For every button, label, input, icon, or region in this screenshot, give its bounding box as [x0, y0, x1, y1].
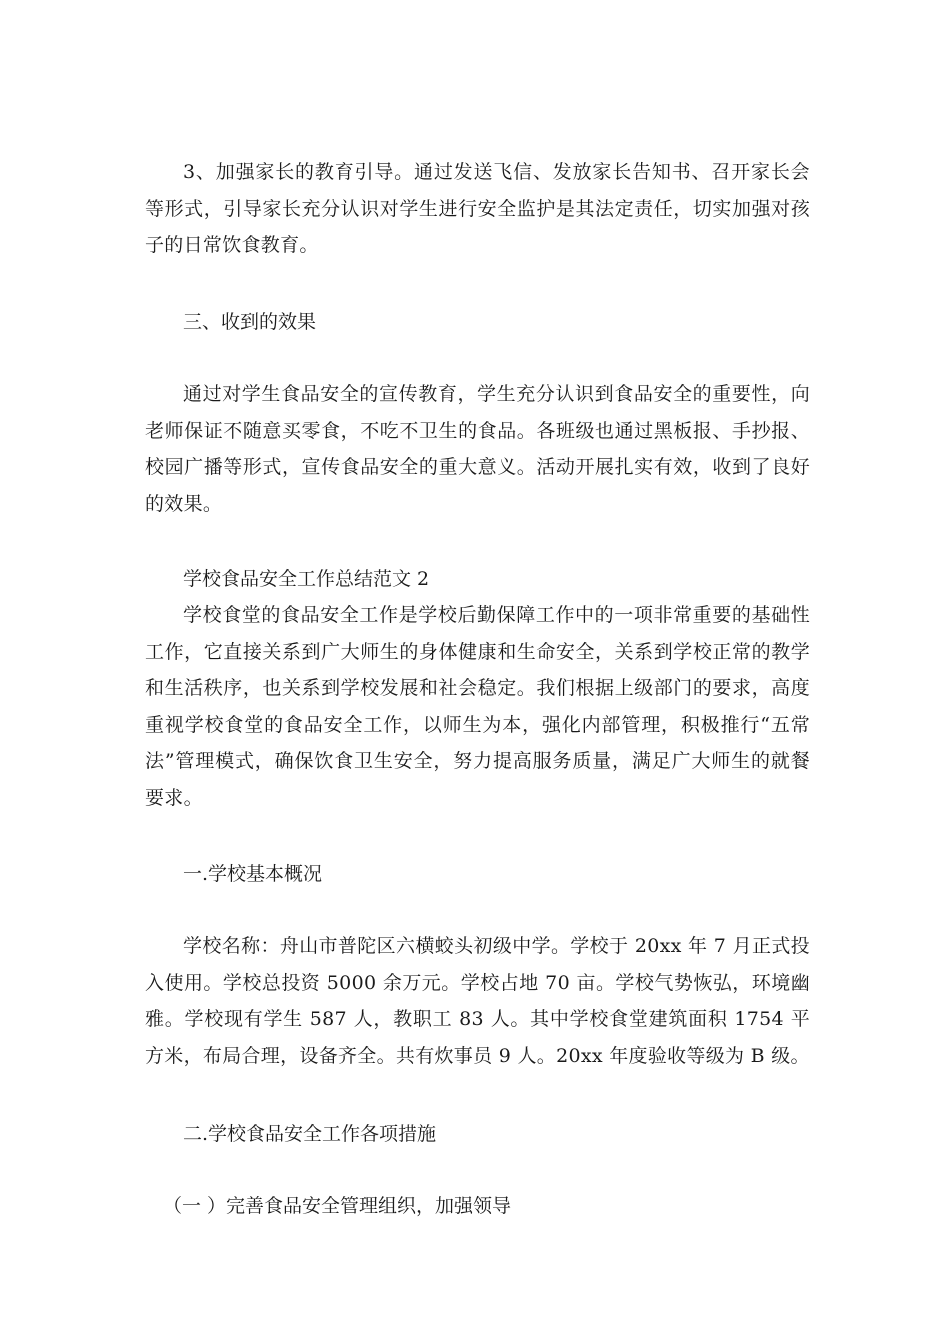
paragraph-intro: 学校食堂的食品安全工作是学校后勤保障工作中的一项非常重要的基础性工作，它直接关系到广大师生的身体健康和生命安全，关系到学校正常的教学和生活秩序，也关系到学校发展和社会稳定。我们根据上级部门的要求，高度重视学校食堂的食品安全工作，以师生为本，强化内部管理，积极推行“五常法”管理模式，确保饮食卫生安全，努力提高服务质量，满足广大师生的就餐要求。	[145, 604, 810, 809]
section-heading-results: 三、收到的效果	[183, 311, 317, 333]
sample-title-2: 学校食品安全工作总结范文 2	[183, 568, 430, 590]
paragraph-parent-guidance: 3、加强家长的教育引导。通过发送飞信、发放家长告知书、召开家长会等形式，引导家长充分认识对学生进行安全监护是其法定责任，切实加强对孩子的日常饮食教育。	[145, 161, 810, 256]
paragraph-results: 通过对学生食品安全的宣传教育，学生充分认识到食品安全的重要性，向老师保证不随意买零食，不吃不卫生的食品。各班级也通过黑板报、手抄报、校园广播等形式，宣传食品安全的重大意义。活动开展扎实有效，收到了良好的效果。	[145, 383, 810, 515]
paragraph-overview: 学校名称：舟山市普陀区六横蛟头初级中学。学校于 20xx 年 7 月正式投入使用。学校总投资 5000 余万元。学校占地 70 亩。学校气势恢弘，环境幽雅。学校现有学生 587 人，教职工 83 人。其中学校食堂建筑面积 1754 平方米，布局合理，设备齐全。共有炊事员 9 人。20xx 年度验收等级为 B 级。	[145, 935, 810, 1067]
section-heading-overview: 一.学校基本概况	[183, 863, 323, 885]
section-heading-measures: 二.学校食品安全工作各项措施	[183, 1123, 437, 1145]
subsection-heading-organization: （一 ）完善食品安全管理组织，加强领导	[163, 1195, 512, 1217]
